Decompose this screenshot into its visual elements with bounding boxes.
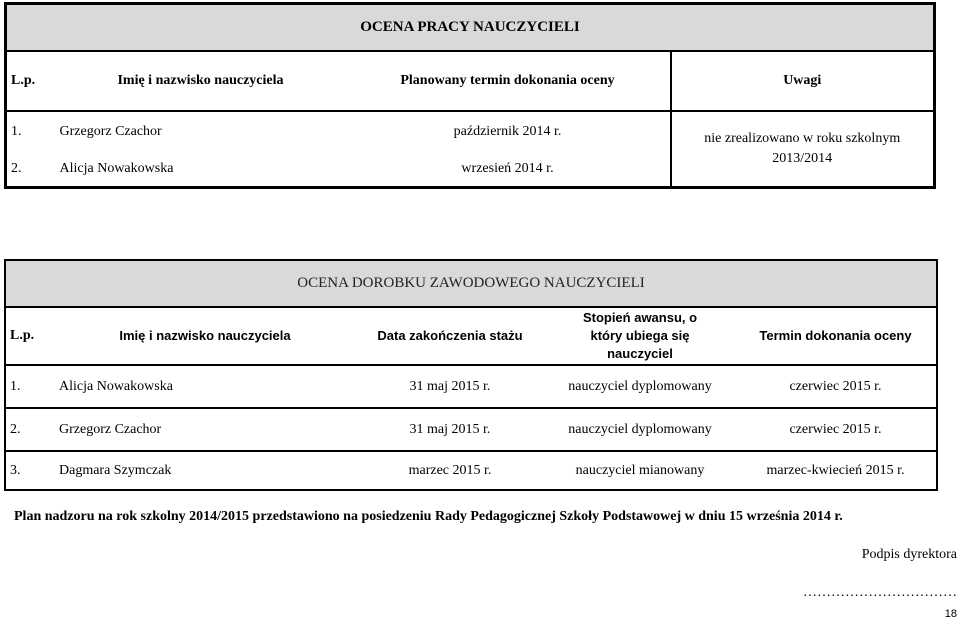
row-name: Alicja Nowakowska [59,161,174,176]
note-text: nie zrealizowano w roku szkolnym 2013/2014 [704,131,901,166]
column-header-term: Planowany termin dokonania oceny [346,51,671,111]
table-title: OCENA DOROBKU ZAWODOWEGO NAUCZYCIELI [5,260,937,307]
council-statement: Plan nadzoru na rok szkolny 2014/2015 przedstawiono na posiedzeniu Rady Pedagogicznej Szkoły Podstawowej w dniu 15 września 2014 r. [14,509,843,524]
column-header-end-date: Data zakończenia stażu [355,307,545,365]
column-header-degree [545,307,735,365]
table-row [5,451,937,490]
row-end-date: 31 maj 2015 r. [355,408,545,451]
row-term: czerwiec 2015 r. [735,408,937,451]
row-end-date: marzec 2015 r. [408,462,492,478]
degree-header-text: Stopień awansu, o który ubiega się nauczyciel [582,310,698,361]
row-lp: 3. [10,462,21,478]
row-name: Grzegorz Czachor [55,408,355,451]
row-lp: 2. [5,408,55,451]
table-row [5,408,937,451]
column-header-name: Imię i nazwisko nauczyciela [55,307,355,365]
row-degree: nauczyciel dyplomowany [545,408,735,451]
row-lp: 1. [11,124,22,139]
row-term: czerwiec 2015 r. [735,365,937,408]
table-title: OCENA PRACY NAUCZYCIELI [6,4,935,52]
table-row [5,365,937,408]
teacher-evaluation-table [4,2,936,189]
column-header-name: Imię i nazwisko nauczyciela [56,51,346,111]
table-header-row [5,307,937,365]
row-name: Grzegorz Czachor [59,124,162,139]
professional-achievement-table [4,259,938,491]
row-term: październik 2014 r. [453,124,562,139]
column-header-lp: L.p. [6,51,56,111]
row-term: marzec-kwiecień 2015 r. [766,462,905,478]
row-term: wrzesień 2014 r. [461,161,554,176]
row-name: Alicja Nowakowska [55,365,355,408]
column-header-notes: Uwagi [671,51,935,111]
row-note [671,111,935,188]
column-header-lp: L.p. [5,307,55,365]
page-number: 18 [944,608,957,620]
table-row [6,111,935,152]
row-degree: nauczyciel dyplomowany [545,365,735,408]
row-lp: 2. [11,161,22,176]
signature-line: …………………………… [803,585,957,600]
signature-label: Podpis dyrektora [861,547,957,562]
row-end-date: 31 maj 2015 r. [355,365,545,408]
table-header-row [6,51,935,111]
column-header-term: Termin dokonania oceny [735,307,937,365]
row-lp: 1. [5,365,55,408]
row-name: Dagmara Szymczak [59,462,172,478]
row-degree: nauczyciel mianowany [575,462,705,478]
